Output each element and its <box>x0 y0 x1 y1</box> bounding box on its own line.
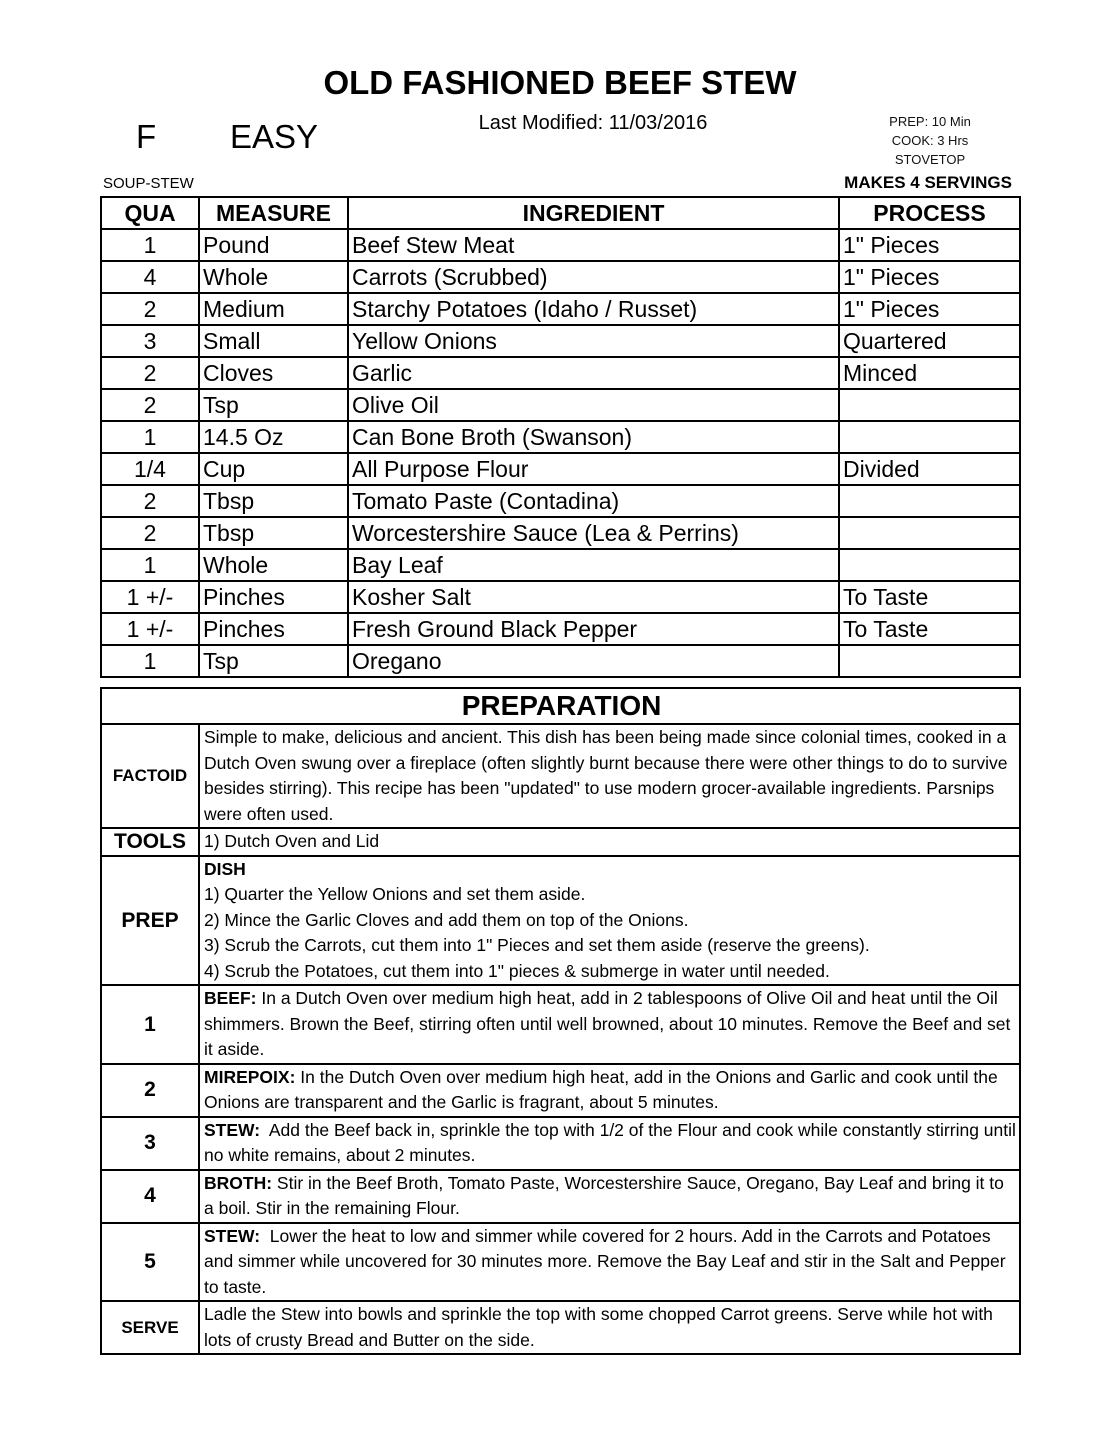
factoid-text: Simple to make, delicious and ancient. This dish has been being made since colonial times, cooked in a Dutch Oven swung over a fireplace (often slightly burnt because there were other things to do to survive besides stirring). This recipe has been "updated" to use modern grocer-available ingredients. Parsnips were often used. <box>199 724 1020 828</box>
ingredient-process <box>839 485 1020 517</box>
ingredient-qty: 1 <box>101 421 199 453</box>
ingredient-row <box>101 453 1020 485</box>
ingredient-process <box>839 421 1020 453</box>
step-row <box>101 1064 1020 1117</box>
ingredient-measure: 14.5 Oz <box>199 421 348 453</box>
ingredient-row <box>101 293 1020 325</box>
ingredient-row <box>101 517 1020 549</box>
factoid-row <box>101 724 1020 828</box>
preparation-heading-row <box>101 688 1020 724</box>
serve-label: SERVE <box>101 1301 199 1354</box>
prep-step: 2) Mince the Garlic Cloves and add them on top of the Onions. <box>204 909 689 930</box>
step-row <box>101 1223 1020 1302</box>
step-body: In the Dutch Oven over medium high heat, add in the Onions and Garlic and cook until the Onions are transparent and the Garlic is fragrant, about 5 minutes. <box>204 1066 998 1112</box>
ingredient-qty: 1 <box>101 645 199 677</box>
step-label: 5 <box>101 1223 199 1302</box>
ingredient-qty: 2 <box>101 389 199 421</box>
ingredient-process <box>839 517 1020 549</box>
prep-step: 3) Scrub the Carrots, cut them into 1" Pieces and set them aside (reserve the greens). <box>204 935 870 955</box>
cook-time: COOK: 3 Hrs <box>891 133 969 148</box>
prep-text <box>199 856 1020 986</box>
step-text <box>199 1117 1020 1170</box>
ingredient-measure: Tsp <box>199 645 348 677</box>
ingredient-process: Quartered <box>839 325 1020 357</box>
grade-letter: F <box>136 118 157 155</box>
ingredient-row <box>101 229 1020 261</box>
step-row <box>101 985 1020 1064</box>
ingredient-row <box>101 357 1020 389</box>
ingredient-row <box>101 581 1020 613</box>
ingredient-name: All Purpose Flour <box>348 453 839 485</box>
ingredient-process: Divided <box>839 453 1020 485</box>
ingredient-process: 1" Pieces <box>839 293 1020 325</box>
factoid-label: FACTOID <box>101 724 199 828</box>
ingredient-name: Oregano <box>348 645 839 677</box>
ingredient-process <box>839 645 1020 677</box>
step-label: 2 <box>101 1064 199 1117</box>
ingredient-name: Kosher Salt <box>348 581 839 613</box>
ingredient-name: Garlic <box>348 357 839 389</box>
ingredient-name: Bay Leaf <box>348 549 839 581</box>
recipe-title: OLD FASHIONED BEEF STEW <box>323 64 797 101</box>
step-row <box>101 1117 1020 1170</box>
header-qty: QUA <box>101 197 199 229</box>
ingredient-qty: 4 <box>101 261 199 293</box>
ingredient-name: Tomato Paste (Contadina) <box>348 485 839 517</box>
ingredient-qty: 2 <box>101 485 199 517</box>
header-process: PROCESS <box>839 197 1020 229</box>
category-label: SOUP-STEW <box>103 175 194 192</box>
preparation-heading: PREPARATION <box>101 688 1020 724</box>
serve-row <box>101 1301 1020 1354</box>
prep-title: DISH <box>204 858 246 879</box>
step-text <box>199 1170 1020 1223</box>
step-label: 3 <box>101 1117 199 1170</box>
ingredient-measure: Pinches <box>199 613 348 645</box>
step-title: MIREPOIX: <box>204 1066 296 1087</box>
ingredient-name: Fresh Ground Black Pepper <box>348 613 839 645</box>
ingredient-measure: Tsp <box>199 389 348 421</box>
header-ingredient: INGREDIENT <box>348 197 839 229</box>
ingredient-name: Beef Stew Meat <box>348 229 839 261</box>
ingredient-qty: 1 +/- <box>101 613 199 645</box>
ingredient-qty: 3 <box>101 325 199 357</box>
step-title: STEW: <box>204 1119 261 1140</box>
step-label: 4 <box>101 1170 199 1223</box>
step-text <box>199 1223 1020 1302</box>
ingredient-row <box>101 421 1020 453</box>
ingredient-name: Olive Oil <box>348 389 839 421</box>
ingredient-qty: 1 <box>101 229 199 261</box>
tools-label: TOOLS <box>101 828 199 856</box>
servings-label: MAKES 4 SERVINGS <box>844 173 1012 192</box>
ingredient-qty: 2 <box>101 517 199 549</box>
time-info <box>860 112 1000 169</box>
tools-row <box>101 828 1020 856</box>
ingredient-qty: 2 <box>101 357 199 389</box>
step-title: STEW: <box>204 1225 261 1246</box>
step-row <box>101 1170 1020 1223</box>
ingredient-measure: Tbsp <box>199 517 348 549</box>
ingredient-process: To Taste <box>839 581 1020 613</box>
ingredient-measure: Medium <box>199 293 348 325</box>
ingredient-row <box>101 261 1020 293</box>
difficulty-label: EASY <box>230 118 319 155</box>
preparation-table <box>100 687 1021 1355</box>
ingredient-measure: Whole <box>199 261 348 293</box>
ingredient-measure: Small <box>199 325 348 357</box>
prep-step: 4) Scrub the Potatoes, cut them into 1" pieces & submerge in water until needed. <box>204 960 830 981</box>
ingredient-process: 1" Pieces <box>839 229 1020 261</box>
ingredient-process: Minced <box>839 357 1020 389</box>
ingredient-measure: Whole <box>199 549 348 581</box>
ingredient-measure: Cloves <box>199 357 348 389</box>
ingredient-row <box>101 485 1020 517</box>
step-title: BEEF: <box>204 988 257 1008</box>
ingredient-name: Worcestershire Sauce (Lea & Perrins) <box>348 517 839 549</box>
ingredient-row <box>101 613 1020 645</box>
ingredient-process <box>839 389 1020 421</box>
step-text <box>199 985 1020 1064</box>
ingredient-measure: Pinches <box>199 581 348 613</box>
ingredient-qty: 1 +/- <box>101 581 199 613</box>
ingredient-measure: Tbsp <box>199 485 348 517</box>
step-body: Lower the heat to low and simmer while covered for 2 hours. Add in the Carrots and Potatoes and simmer while uncovered for 30 minutes more. Remove the Bay Leaf and stir in the Salt and Pepper to taste. <box>204 1225 1011 1297</box>
ingredient-name: Starchy Potatoes (Idaho / Russet) <box>348 293 839 325</box>
cook-method: STOVETOP <box>894 152 966 167</box>
ingredient-measure: Pound <box>199 229 348 261</box>
serve-text: Ladle the Stew into bowls and sprinkle the top with some chopped Carrot greens. Serve while hot with lots of crusty Bread and Butter on the side. <box>199 1301 1020 1354</box>
ingredient-process: 1" Pieces <box>839 261 1020 293</box>
step-title: BROTH: <box>204 1172 273 1193</box>
ingredient-row <box>101 549 1020 581</box>
ingredient-row <box>101 325 1020 357</box>
ingredient-name: Yellow Onions <box>348 325 839 357</box>
prep-label: PREP <box>101 856 199 986</box>
ingredients-header-row <box>101 197 1020 229</box>
ingredients-body <box>101 229 1020 677</box>
ingredient-name: Can Bone Broth (Swanson) <box>348 421 839 453</box>
tools-text: 1) Dutch Oven and Lid <box>199 828 1020 856</box>
ingredient-row <box>101 389 1020 421</box>
prep-row <box>101 856 1020 986</box>
ingredient-qty: 2 <box>101 293 199 325</box>
ingredient-qty: 1 <box>101 549 199 581</box>
header-measure: MEASURE <box>199 197 348 229</box>
ingredient-name: Carrots (Scrubbed) <box>348 261 839 293</box>
prep-step: 1) Quarter the Yellow Onions and set them aside. <box>204 884 586 904</box>
ingredient-process: To Taste <box>839 613 1020 645</box>
ingredient-row <box>101 645 1020 677</box>
ingredient-measure: Cup <box>199 453 348 485</box>
step-text <box>199 1064 1020 1117</box>
last-modified: Last Modified: 11/03/2016 <box>478 112 708 134</box>
step-body: In a Dutch Oven over medium high heat, add in 2 tablespoons of Olive Oil and heat until the Oil shimmers. Brown the Beef, stirring often until well browned, about 10 minutes. Remove the Beef and set it aside. <box>204 988 1011 1059</box>
step-body: Stir in the Beef Broth, Tomato Paste, Worcestershire Sauce, Oregano, Bay Leaf and bring it to a boil. Stir in the remaining Flour. <box>204 1172 1004 1218</box>
prep-time: PREP: 10 Min <box>889 114 971 129</box>
ingredient-process <box>839 549 1020 581</box>
step-body: Add the Beef back in, sprinkle the top with 1/2 of the Flour and cook while constantly stirring until no white remains, about 2 minutes. <box>204 1119 1021 1165</box>
ingredient-qty: 1/4 <box>101 453 199 485</box>
step-label: 1 <box>101 985 199 1064</box>
ingredients-table <box>100 196 1021 678</box>
